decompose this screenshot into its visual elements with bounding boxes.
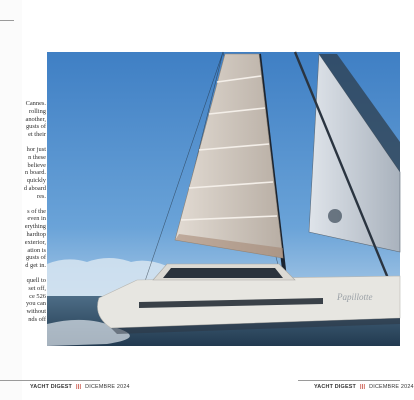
text-line: ation is xyxy=(27,246,46,254)
text-line: erything xyxy=(24,223,46,231)
text-line: gusts of xyxy=(25,123,46,131)
text-line: rolling xyxy=(28,107,46,115)
text-line: n these xyxy=(28,153,46,161)
text-line: hardtop xyxy=(26,230,46,238)
magazine-name: YACHT DIGEST xyxy=(30,384,73,390)
text-line: you can xyxy=(25,300,46,308)
text-line: d aboard xyxy=(23,184,46,192)
footer-left xyxy=(30,384,130,390)
article-text-column xyxy=(0,100,46,350)
footer-rule-left xyxy=(0,380,100,381)
magazine-name: YACHT DIGEST xyxy=(314,384,357,390)
text-line: s of the xyxy=(27,207,46,215)
text-line: n board. xyxy=(25,169,46,177)
text-line: quickly xyxy=(26,177,46,185)
footer-separator: ||| xyxy=(76,384,82,390)
issue-date: DICEMBRE 2024 xyxy=(369,384,414,390)
text-line: hor just xyxy=(26,145,46,153)
text-line: ce 526 xyxy=(29,292,46,300)
text-line: without xyxy=(26,308,46,316)
catamaran-photo xyxy=(47,52,400,346)
footer-separator: ||| xyxy=(360,384,366,390)
catamaran-illustration xyxy=(47,52,400,346)
text-line: res. xyxy=(36,192,46,200)
paragraph-2 xyxy=(0,146,46,201)
jib-window xyxy=(328,209,342,223)
top-rule xyxy=(0,20,14,21)
text-line: believe xyxy=(27,161,46,169)
text-line: nds off xyxy=(28,315,46,323)
issue-date: DICEMBRE 2024 xyxy=(85,384,130,390)
text-line: gusts of xyxy=(25,254,46,262)
footer-rule-right xyxy=(298,380,400,381)
text-line: d get in. xyxy=(25,262,46,270)
text-line: set off, xyxy=(28,284,46,292)
text-line: even in xyxy=(27,215,46,223)
paragraph-4 xyxy=(0,277,46,324)
cabin-windows xyxy=(163,268,283,278)
text-line: Cannes. xyxy=(25,100,46,107)
paragraph-1 xyxy=(0,100,46,139)
text-line: another, xyxy=(25,115,46,123)
paragraph-3 xyxy=(0,208,46,270)
text-line: exterior, xyxy=(24,238,46,246)
text-line: et their xyxy=(28,131,46,139)
text-line: quell to xyxy=(26,276,46,284)
footer-right xyxy=(314,384,414,390)
hull-name: Papillotte xyxy=(337,292,373,302)
